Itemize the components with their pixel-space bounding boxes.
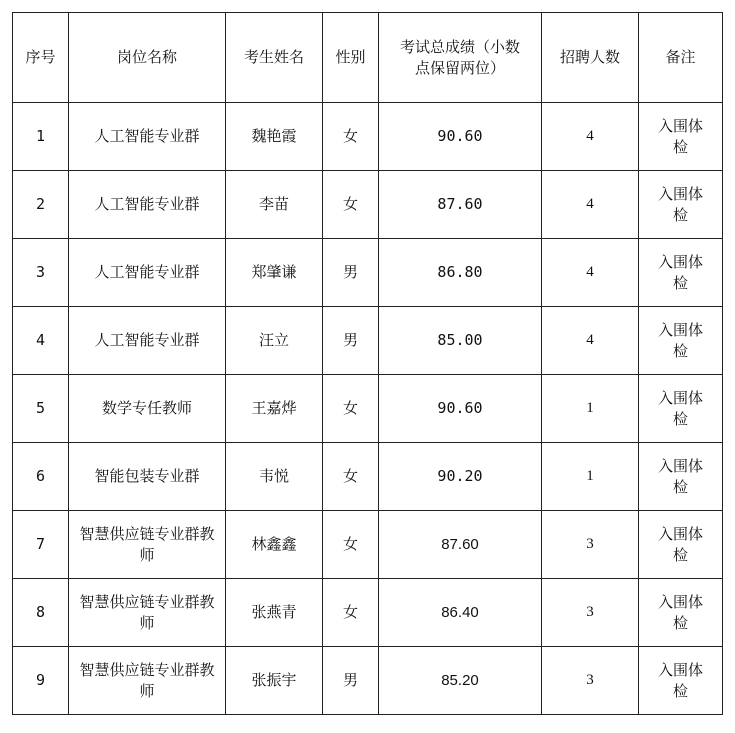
cell-gender: 女 xyxy=(323,511,379,579)
cell-no: 3 xyxy=(13,239,69,307)
cell-score: 90.60 xyxy=(379,103,542,171)
cell-remark: 入围体检 xyxy=(639,511,723,579)
cell-position: 数学专任教师 xyxy=(69,375,226,443)
cell-name: 林鑫鑫 xyxy=(226,511,323,579)
cell-no: 6 xyxy=(13,443,69,511)
cell-name: 汪立 xyxy=(226,307,323,375)
cell-name: 张燕青 xyxy=(226,579,323,647)
cell-score: 87.60 xyxy=(379,511,542,579)
header-gender: 性别 xyxy=(323,13,379,103)
cell-quota: 1 xyxy=(542,375,639,443)
cell-no: 5 xyxy=(13,375,69,443)
table-row xyxy=(13,647,723,715)
table-row xyxy=(13,307,723,375)
header-score: 考试总成绩（小数点保留两位） xyxy=(379,13,542,103)
cell-score: 85.00 xyxy=(379,307,542,375)
cell-quota: 3 xyxy=(542,579,639,647)
cell-remark: 入围体检 xyxy=(639,579,723,647)
cell-quota: 4 xyxy=(542,103,639,171)
header-quota: 招聘人数 xyxy=(542,13,639,103)
cell-gender: 女 xyxy=(323,171,379,239)
cell-gender: 女 xyxy=(323,375,379,443)
cell-remark: 入围体检 xyxy=(639,171,723,239)
cell-quota: 3 xyxy=(542,511,639,579)
cell-remark: 入围体检 xyxy=(639,239,723,307)
cell-position: 智慧供应链专业群教师 xyxy=(69,579,226,647)
cell-name: 李苗 xyxy=(226,171,323,239)
cell-score: 86.40 xyxy=(379,579,542,647)
cell-quota: 4 xyxy=(542,171,639,239)
table-row xyxy=(13,239,723,307)
header-no: 序号 xyxy=(13,13,69,103)
cell-remark: 入围体检 xyxy=(639,443,723,511)
table-row xyxy=(13,171,723,239)
cell-score: 86.80 xyxy=(379,239,542,307)
table-row xyxy=(13,375,723,443)
cell-gender: 女 xyxy=(323,103,379,171)
cell-no: 2 xyxy=(13,171,69,239)
header-row xyxy=(13,13,723,103)
cell-name: 魏艳霞 xyxy=(226,103,323,171)
cell-score: 87.60 xyxy=(379,171,542,239)
cell-score: 90.60 xyxy=(379,375,542,443)
cell-position: 人工智能专业群 xyxy=(69,171,226,239)
cell-name: 郑肇谦 xyxy=(226,239,323,307)
cell-position: 智能包装专业群 xyxy=(69,443,226,511)
results-table xyxy=(12,12,723,715)
cell-score: 90.20 xyxy=(379,443,542,511)
cell-position: 人工智能专业群 xyxy=(69,307,226,375)
cell-no: 7 xyxy=(13,511,69,579)
header-name: 考生姓名 xyxy=(226,13,323,103)
cell-no: 9 xyxy=(13,647,69,715)
cell-quota: 1 xyxy=(542,443,639,511)
table-row xyxy=(13,579,723,647)
cell-position: 智慧供应链专业群教师 xyxy=(69,511,226,579)
cell-name: 王嘉烨 xyxy=(226,375,323,443)
cell-remark: 入围体检 xyxy=(639,647,723,715)
header-remark: 备注 xyxy=(639,13,723,103)
table-row xyxy=(13,511,723,579)
header-position: 岗位名称 xyxy=(69,13,226,103)
cell-remark: 入围体检 xyxy=(639,375,723,443)
cell-quota: 4 xyxy=(542,307,639,375)
cell-no: 1 xyxy=(13,103,69,171)
cell-gender: 男 xyxy=(323,239,379,307)
cell-quota: 3 xyxy=(542,647,639,715)
cell-remark: 入围体检 xyxy=(639,307,723,375)
cell-name: 张振宇 xyxy=(226,647,323,715)
cell-name: 韦悦 xyxy=(226,443,323,511)
table-row xyxy=(13,103,723,171)
cell-remark: 入围体检 xyxy=(639,103,723,171)
cell-no: 8 xyxy=(13,579,69,647)
cell-gender: 男 xyxy=(323,307,379,375)
cell-gender: 女 xyxy=(323,443,379,511)
cell-quota: 4 xyxy=(542,239,639,307)
cell-position: 智慧供应链专业群教师 xyxy=(69,647,226,715)
table-row xyxy=(13,443,723,511)
cell-no: 4 xyxy=(13,307,69,375)
cell-gender: 男 xyxy=(323,647,379,715)
cell-position: 人工智能专业群 xyxy=(69,103,226,171)
cell-gender: 女 xyxy=(323,579,379,647)
cell-score: 85.20 xyxy=(379,647,542,715)
cell-position: 人工智能专业群 xyxy=(69,239,226,307)
